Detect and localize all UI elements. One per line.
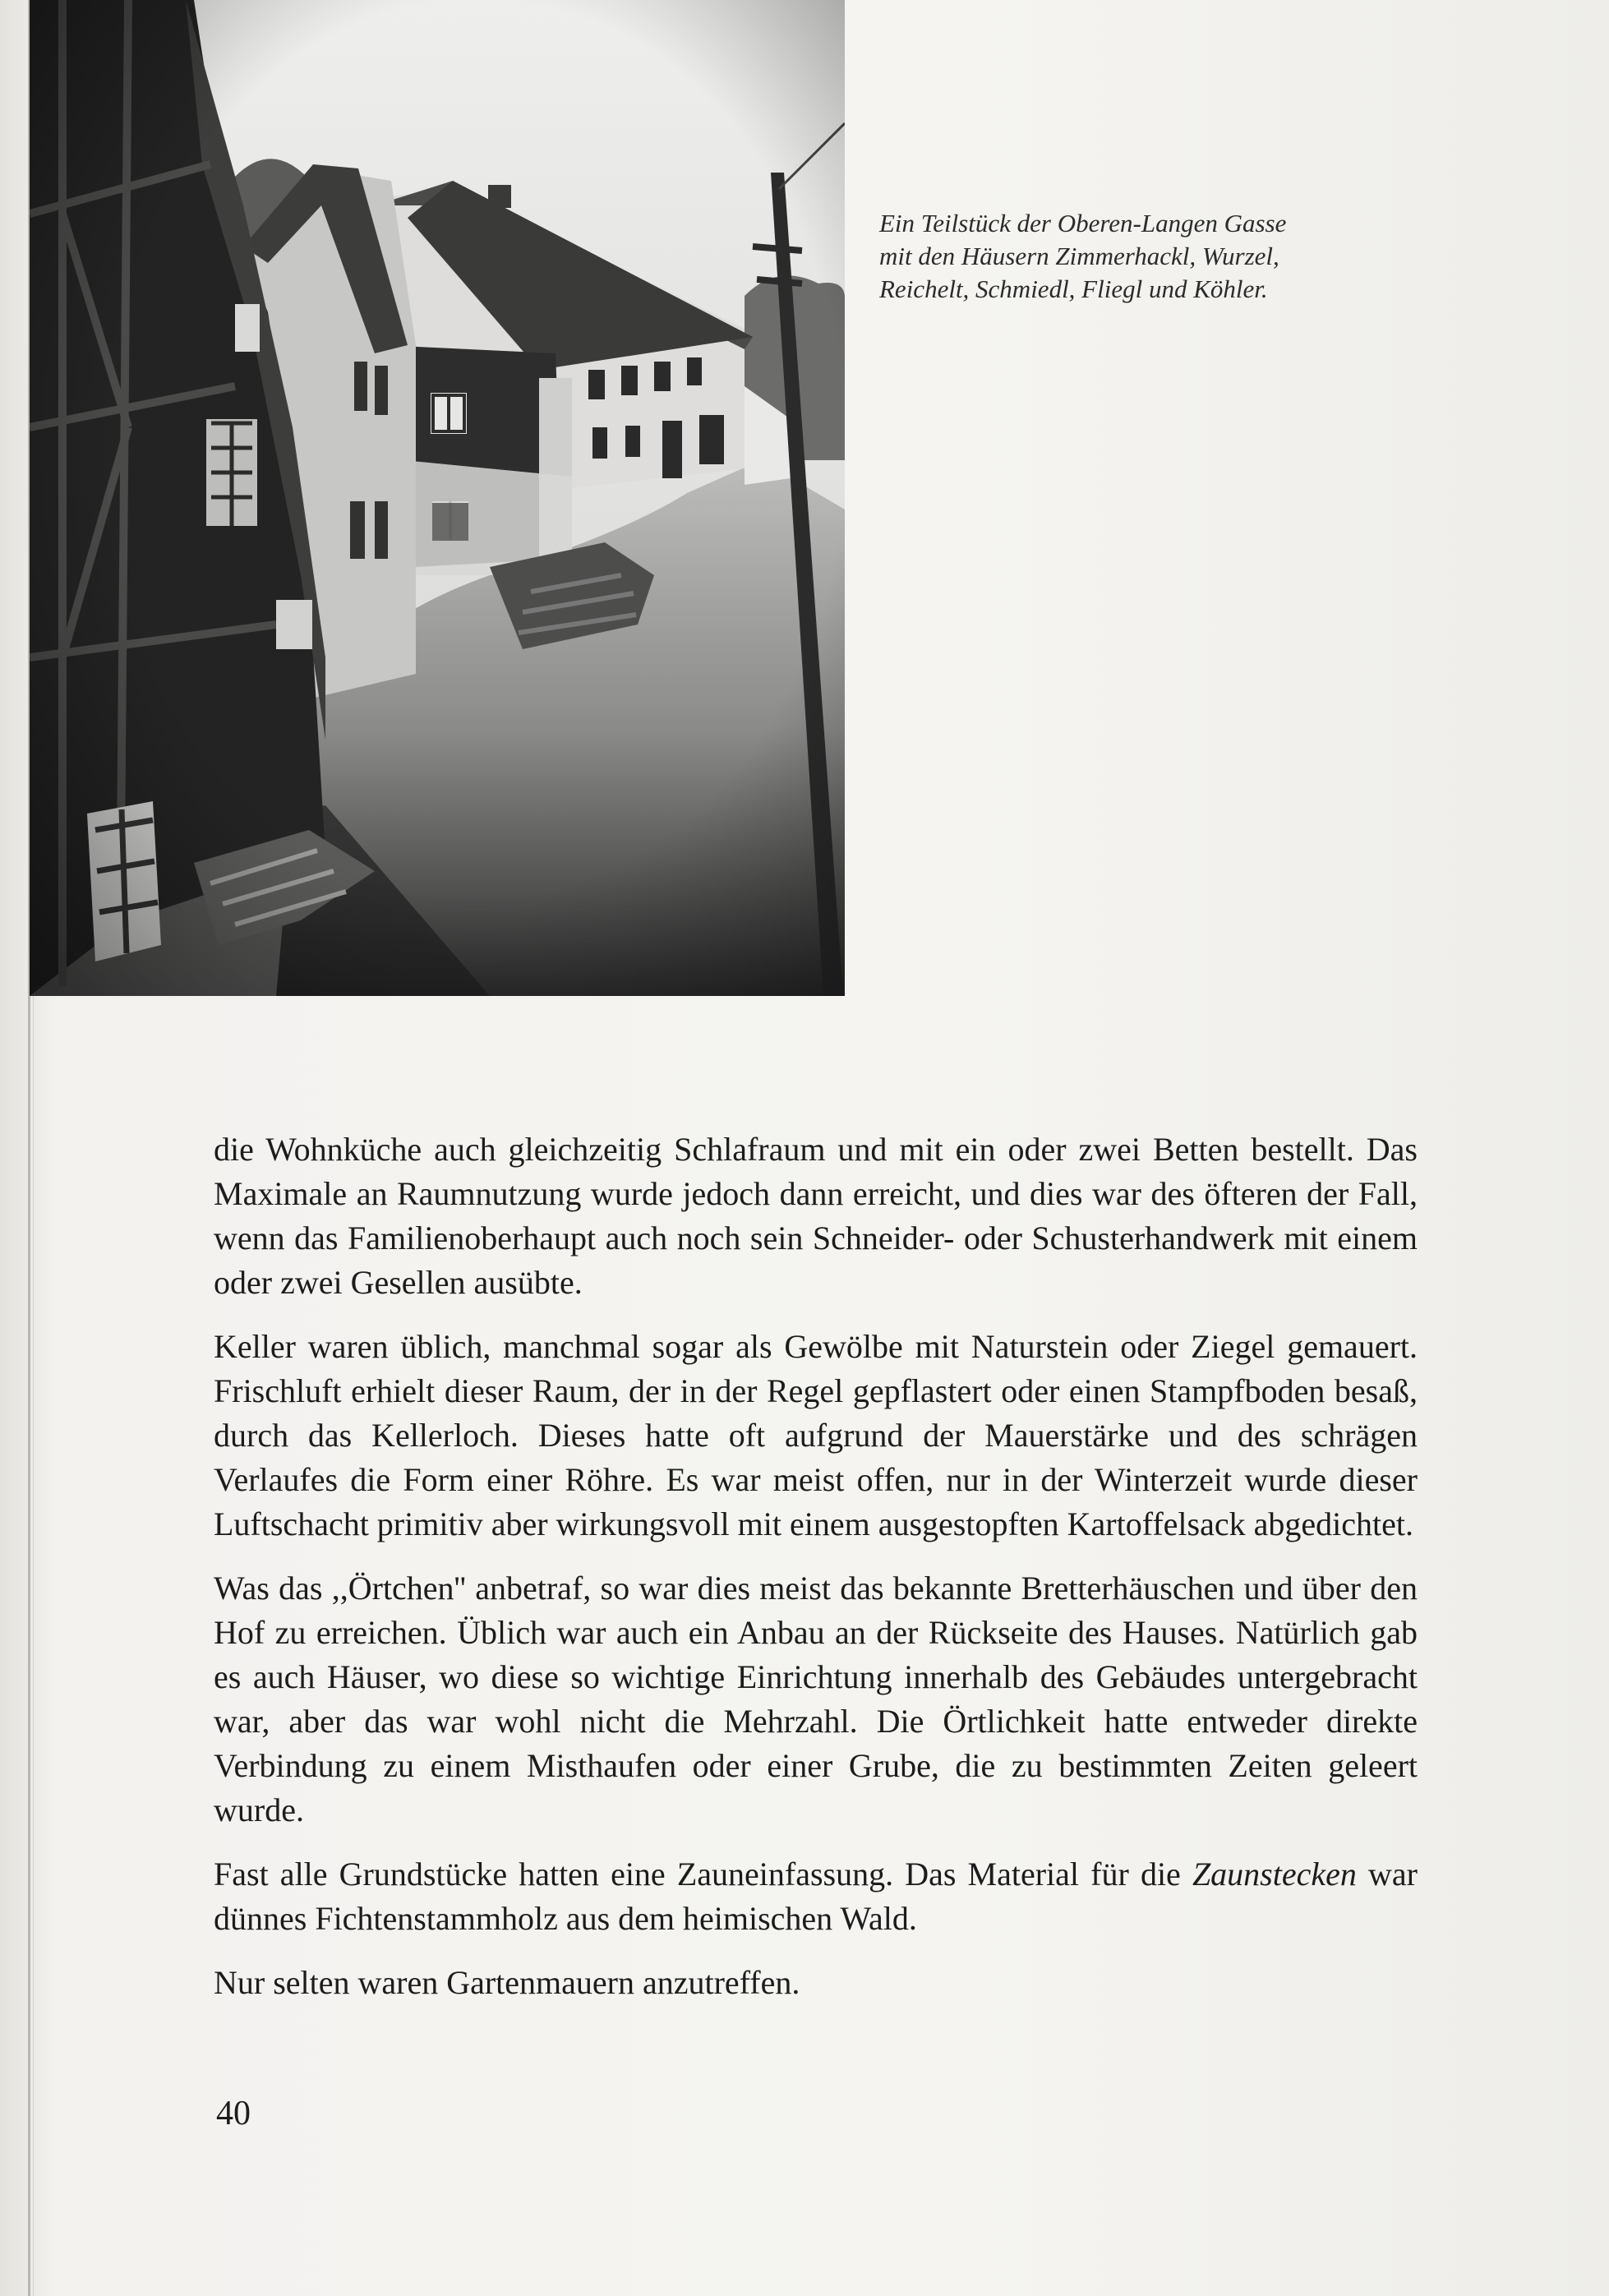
caption-line: mit den Häusern Zimmerhackl, Wurzel, <box>879 242 1279 270</box>
historic-street-photo <box>30 0 845 996</box>
paragraph <box>214 1852 1418 1941</box>
caption-line: Reichelt, Schmiedl, Fliegl und Köhler. <box>879 274 1268 303</box>
paragraph: Keller waren üblich, manchmal sogar als Gewölbe mit Naturstein oder Ziegel gemauert. Frischluft erhielt dieser Raum, der in der Regel gepflastert oder einen Stampfboden besaß, durch das Kellerloch. Dieses hatte oft aufgrund der Mauerstärke und des schrägen Verlaufes die Form einer Röhre. Es war meist offen, nur in der Winterzeit wurde dieser Luftschacht primitiv aber wirkungsvoll mit einem ausgestopften Kartoffelsack abgedichtet. <box>214 1328 1418 1542</box>
show-through-text <box>871 312 1446 740</box>
body-text <box>214 1127 1418 2025</box>
paragraph: die Wohnküche auch gleichzeitig Schlafraum und mit ein oder zwei Betten bestellt. Das Maximale an Raumnutzung wurde jedoch dann erreicht, und dies war des öfteren der Fall, wenn das Familienoberhaupt auch noch sein Schneider- oder Schusterhandwerk mit einem oder zwei Gesellen ausübte. <box>214 1131 1418 1301</box>
paragraph: Was das ,,Örtchen'' anbetraf, so war dies meist das bekannte Bretterhäuschen und über den Hof zu erreichen. Üblich war auch ein Anbau an der Rückseite des Hauses. Natürlich gab es auch Häuser, wo diese so wichtige Einrichtung innerhalb des Gebäudes untergebracht war, aber das war wohl nicht die Mehrzahl. Die Örtlichkeit hatte entweder direkte Verbindung zu einem Misthaufen oder einer Grube, die zu bestimmten Zeiten geleert wurde. <box>214 1570 1418 1828</box>
italic-term: Zaunstecken <box>1192 1856 1357 1893</box>
paragraph: Nur selten waren Gartenmauern anzutreffen. <box>214 1964 800 2001</box>
paragraph-text: war dünnes Fichtenstammholz aus dem heimischen Wald. <box>214 1856 1418 1937</box>
caption-line: Ein Teilstück der Oberen-Langen Gasse <box>879 209 1287 237</box>
paragraph-text: Fast alle Grundstücke hatten eine Zauneinfassung. Das Material für die <box>214 1856 1192 1893</box>
page-number: 40 <box>216 2095 251 2132</box>
photo-caption <box>879 207 1553 306</box>
